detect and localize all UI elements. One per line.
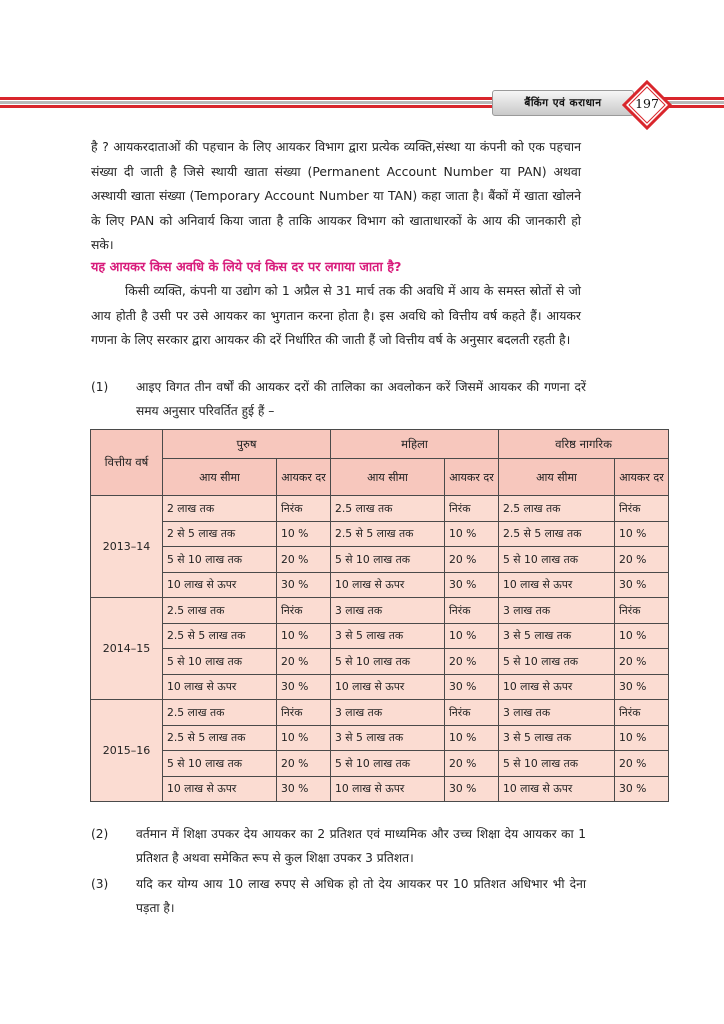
point-3-text: यदि कर योग्य आय 10 लाख रुपए से अधिक हो तो देय आयकर पर 10 प्रतिशत अधिभार भी देना पड़ता है।: [136, 877, 586, 915]
income-range-cell: 5 से 10 लाख तक: [163, 547, 277, 573]
tax-rate-table: [90, 429, 669, 802]
rate-cell: 30 %: [277, 572, 331, 598]
table-row: [91, 700, 669, 726]
table-row: [91, 776, 669, 802]
income-range-cell: 2.5 से 5 लाख तक: [163, 725, 277, 751]
rate-cell: निरंक: [445, 700, 499, 726]
tax-rate-table-body: [91, 496, 669, 802]
table-row: [91, 572, 669, 598]
income-range-cell: 2.5 लाख तक: [163, 700, 277, 726]
sub-header-income: आय सीमा: [499, 459, 615, 496]
rate-cell: 30 %: [445, 776, 499, 802]
point-3: [91, 872, 586, 920]
tax-rate-table-wrapper: [90, 429, 668, 802]
income-range-cell: 10 लाख से ऊपर: [163, 674, 277, 700]
income-range-cell: 5 से 10 लाख तक: [499, 751, 615, 777]
rate-cell: 20 %: [615, 649, 669, 675]
period-paragraph: [91, 279, 581, 353]
rate-cell: 30 %: [445, 674, 499, 700]
table-row: [91, 751, 669, 777]
table-row: [91, 547, 669, 573]
rate-cell: निरंक: [445, 598, 499, 624]
group-header-female: महिला: [331, 430, 499, 459]
income-range-cell: 10 लाख से ऊपर: [163, 572, 277, 598]
running-title: बैंकिंग एवं कराधान: [492, 90, 634, 116]
rate-cell: 10 %: [277, 623, 331, 649]
table-row: [91, 598, 669, 624]
income-range-cell: 3 लाख तक: [331, 598, 445, 624]
income-range-cell: 5 से 10 लाख तक: [331, 547, 445, 573]
income-range-cell: 10 लाख से ऊपर: [499, 674, 615, 700]
income-range-cell: 2.5 से 5 लाख तक: [499, 521, 615, 547]
rate-cell: 10 %: [615, 521, 669, 547]
rate-cell: 30 %: [277, 776, 331, 802]
rate-cell: 20 %: [615, 751, 669, 777]
income-range-cell: 10 लाख से ऊपर: [331, 776, 445, 802]
rate-cell: 30 %: [277, 674, 331, 700]
rate-cell: 10 %: [445, 725, 499, 751]
income-range-cell: 3 लाख तक: [499, 700, 615, 726]
sub-header-rate: आयकर दर: [277, 459, 331, 496]
point-2-text: वर्तमान में शिक्षा उपकर देय आयकर का 2 प्रतिशत एवं माध्यमिक और उच्च शिक्षा देय आयकर का 1 प्रतिशत है अथवा समेकित रूप से कुल शिक्षा उपकर 3 प्रतिशत।: [136, 827, 586, 865]
rate-cell: निरंक: [445, 496, 499, 522]
table-row: [91, 521, 669, 547]
income-range-cell: 2.5 लाख तक: [163, 598, 277, 624]
rate-cell: निरंक: [615, 598, 669, 624]
rate-cell: 20 %: [445, 751, 499, 777]
rate-cell: 30 %: [615, 674, 669, 700]
income-range-cell: 3 से 5 लाख तक: [331, 725, 445, 751]
income-range-cell: 2.5 से 5 लाख तक: [163, 623, 277, 649]
point-3-number: (3): [91, 877, 109, 891]
rate-cell: निरंक: [277, 598, 331, 624]
point-1-text: आइए विगत तीन वर्षों की आयकर दरों की तालिका का अवलोकन करें जिसमें आयकर की गणना दरें समय अनुसार परिवर्तित हुई हैं –: [136, 380, 586, 418]
sub-header-income: आय सीमा: [331, 459, 445, 496]
year-header: वित्तीय वर्ष: [91, 430, 163, 496]
income-range-cell: 2 लाख तक: [163, 496, 277, 522]
sub-header-rate: आयकर दर: [615, 459, 669, 496]
rate-cell: 20 %: [615, 547, 669, 573]
point-2: [91, 822, 586, 870]
rate-cell: 20 %: [277, 751, 331, 777]
period-paragraph-text: किसी व्यक्ति, कंपनी या उद्योग को 1 अप्रैल से 31 मार्च तक की अवधि में आय के समस्त स्रोतों से जो आय होती है उसी पर उसे आयकर का भुगतान करना होता है। इस अवधि को वित्तीय वर्ष कहते हैं। आयकर गणना के लिए सरकार द्वारा आयकर की दरें निर्धारित की जाती हैं जो वित्तीय वर्ष के अनुसार बदलती रहती है।: [91, 283, 581, 347]
rate-cell: 20 %: [277, 649, 331, 675]
rate-cell: 20 %: [445, 649, 499, 675]
income-range-cell: 5 से 10 लाख तक: [499, 547, 615, 573]
rate-cell: 10 %: [615, 725, 669, 751]
sub-header-income: आय सीमा: [163, 459, 277, 496]
rate-cell: 20 %: [445, 547, 499, 573]
rate-cell: निरंक: [277, 700, 331, 726]
rate-cell: 30 %: [615, 776, 669, 802]
income-range-cell: 2.5 से 5 लाख तक: [331, 521, 445, 547]
income-range-cell: 5 से 10 लाख तक: [163, 649, 277, 675]
rate-cell: निरंक: [277, 496, 331, 522]
income-range-cell: 2.5 लाख तक: [331, 496, 445, 522]
rate-cell: 30 %: [445, 572, 499, 598]
sub-header-rate: आयकर दर: [445, 459, 499, 496]
income-range-cell: 3 से 5 लाख तक: [499, 623, 615, 649]
point-2-number: (2): [91, 827, 109, 841]
table-row: [91, 623, 669, 649]
income-range-cell: 10 लाख से ऊपर: [331, 674, 445, 700]
rate-cell: 20 %: [277, 547, 331, 573]
income-range-cell: 5 से 10 लाख तक: [331, 649, 445, 675]
page-number: 197: [635, 95, 659, 111]
point-1: [91, 375, 586, 423]
table-row: [91, 496, 669, 522]
rate-cell: 10 %: [277, 725, 331, 751]
income-range-cell: 2.5 लाख तक: [499, 496, 615, 522]
table-row: [91, 649, 669, 675]
year-cell: 2013–14: [91, 496, 163, 598]
point-1-number: (1): [91, 380, 109, 394]
income-range-cell: 5 से 10 लाख तक: [331, 751, 445, 777]
income-range-cell: 3 लाख तक: [331, 700, 445, 726]
section-heading: यह आयकर किस अवधि के लिये एवं किस दर पर लगाया जाता है?: [91, 260, 402, 275]
income-range-cell: 10 लाख से ऊपर: [499, 572, 615, 598]
rate-cell: निरंक: [615, 496, 669, 522]
intro-paragraph-text: है ? आयकरदाताओं की पहचान के लिए आयकर विभाग द्वारा प्रत्येक व्यक्ति,संस्था या कंपनी को एक पहचान संख्या दी जाती है जिसे स्थायी खाता संख्या (Permanent Account Number या PAN) अथवा अस्थायी खाता संख्या (Temporary Account Number या TAN) कहा जाता है। बैंकों में खाता खोलने के लिए PAN को अनिवार्य किया जाता है ताकि आयकर विभाग को खाताधारकों के आय की जानकारी हो सके।: [91, 139, 581, 252]
group-header-senior: वरिष्ठ नागरिक: [499, 430, 669, 459]
rate-cell: 10 %: [277, 521, 331, 547]
income-range-cell: 5 से 10 लाख तक: [163, 751, 277, 777]
income-range-cell: 10 लाख से ऊपर: [331, 572, 445, 598]
income-range-cell: 2 से 5 लाख तक: [163, 521, 277, 547]
rate-cell: 30 %: [615, 572, 669, 598]
intro-paragraph: [91, 135, 581, 258]
year-cell: 2015–16: [91, 700, 163, 802]
table-row: [91, 725, 669, 751]
rate-cell: 10 %: [615, 623, 669, 649]
income-range-cell: 3 लाख तक: [499, 598, 615, 624]
income-range-cell: 10 लाख से ऊपर: [163, 776, 277, 802]
income-range-cell: 10 लाख से ऊपर: [499, 776, 615, 802]
table-row: [91, 674, 669, 700]
group-header-male: पुरुष: [163, 430, 331, 459]
rate-cell: 10 %: [445, 521, 499, 547]
rate-cell: 10 %: [445, 623, 499, 649]
income-range-cell: 3 से 5 लाख तक: [331, 623, 445, 649]
rate-cell: निरंक: [615, 700, 669, 726]
year-cell: 2014–15: [91, 598, 163, 700]
income-range-cell: 5 से 10 लाख तक: [499, 649, 615, 675]
income-range-cell: 3 से 5 लाख तक: [499, 725, 615, 751]
